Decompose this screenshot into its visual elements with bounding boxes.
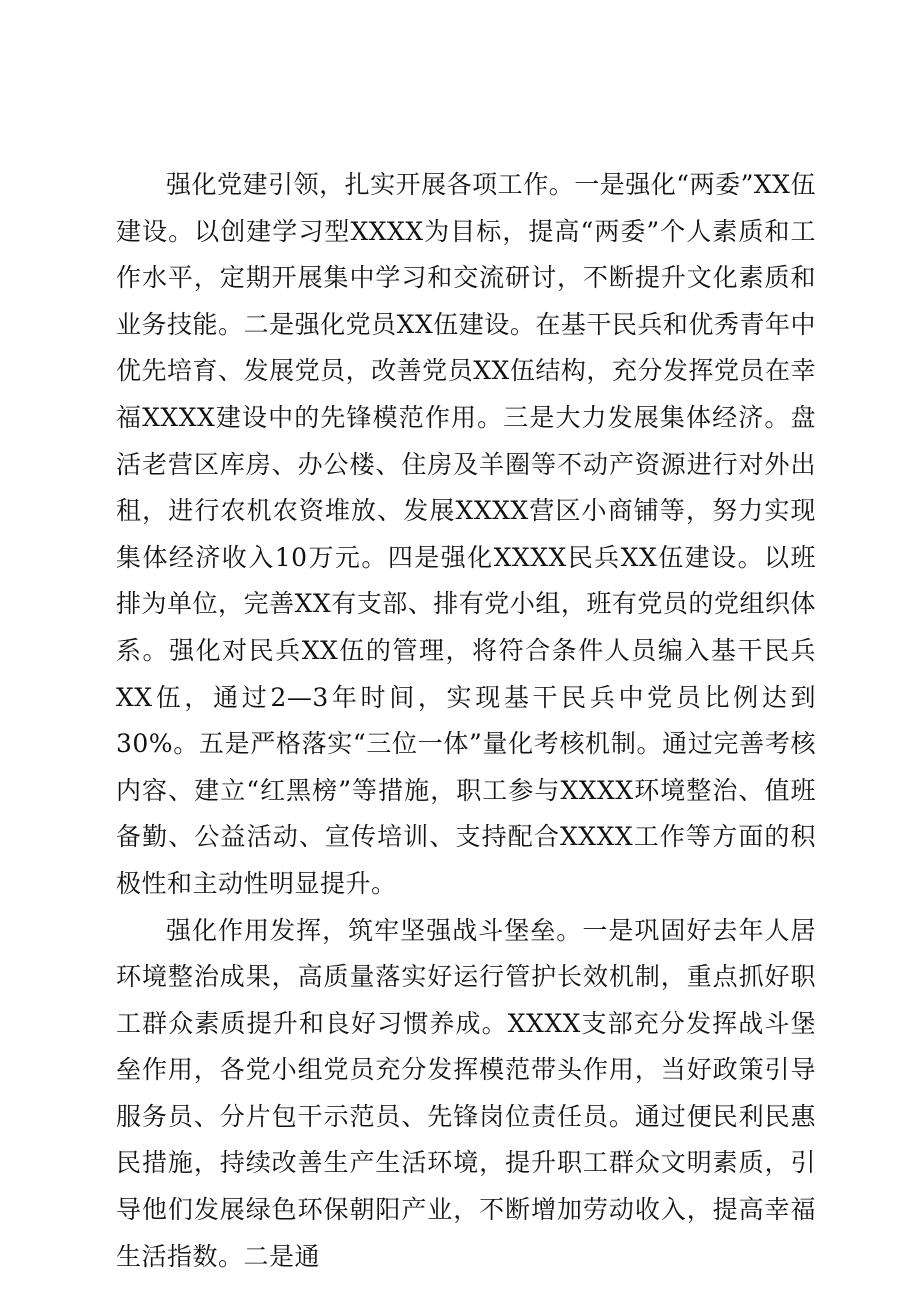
document-body <box>116 162 816 1280</box>
paragraph-role-function: 强化作用发挥，筑牢坚强战斗堡垒。一是巩固好去年人居环境整治成果，高质量落实好运行管护长效机制，重点抓好职工群众素质提升和良好习惯养成。XXXX支部充分发挥战斗堡垒作用，各党小组党员充分发挥模范带头作用，当好政策引导服务员、分片包干示范员、先锋岗位责任员。通过便民利民惠民措施，持续改善生产生活环境，提升职工群众文明素质，引导他们发展绿色环保朝阳产业，不断增加劳动收入，提高幸福生活指数。二是通 <box>116 915 816 1271</box>
paragraph-party-building: 强化党建引领，扎实开展各项工作。一是强化“两委”XX伍建设。以创建学习型XXXX为目标，提高“两委”个人素质和工作水平，定期开展集中学习和交流研讨，不断提升文化素质和业务技能。二是强化党员XX伍建设。在基干民兵和优秀青年中优先培育、发展党员，改善党员XX伍结构，充分发挥党员在幸福XXXX建设中的先锋模范作用。三是大力发展集体经济。盘活老营区库房、办公楼、住房及羊圈等不动产资源进行对外出租，进行农机农资堆放、发展XXXX营区小商铺等，努力实现集体经济收入10万元。四是强化XXXX民兵XX伍建设。以班排为单位，完善XX有支部、排有党小组，班有党员的党组织体系。强化对民兵XX伍的管理，将符合条件人员编入基干民兵XX伍，通过2—3年时间，实现基干民兵中党员比例达到30%。五是严格落实“三位一体”量化考核机制。通过完善考核内容、建立“红黑榜”等措施，职工参与XXXX环境整治、值班备勤、公益活动、宣传培训、支持配合XXXX工作等方面的积极性和主动性明显提升。 <box>116 170 816 898</box>
